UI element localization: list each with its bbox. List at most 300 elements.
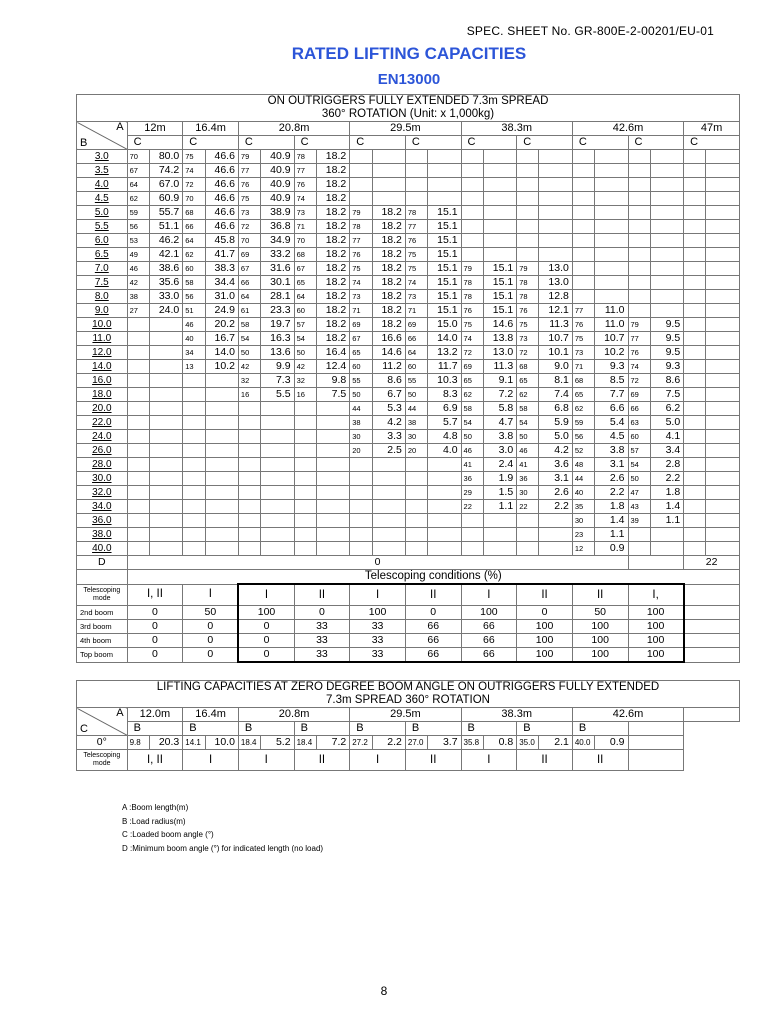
radius-cell: 26.0 <box>77 444 128 458</box>
angle-cell: 64 <box>238 290 260 304</box>
boom-value: 0 <box>127 648 183 663</box>
capacity-cell: 9.3 <box>595 360 628 374</box>
radius-col-header: B <box>183 722 239 736</box>
angle-cell: 71 <box>572 360 594 374</box>
capacity-cell: 30.1 <box>261 276 294 290</box>
angle-cell: 67 <box>294 262 316 276</box>
capacity-cell: 31.0 <box>205 290 238 304</box>
capacity-cell <box>261 444 294 458</box>
angle-cell: 71 <box>350 304 372 318</box>
radius-cell: 8.0 <box>77 290 128 304</box>
capacity-cell: 10.1 <box>539 346 572 360</box>
angle-cell <box>684 542 706 556</box>
angle-cell <box>684 276 706 290</box>
angle-cell: 74 <box>183 164 205 178</box>
angle-cell: 72 <box>517 346 539 360</box>
zero-capacity-cell: 3.7 <box>428 736 461 750</box>
angle-cell <box>183 430 205 444</box>
angle-cell <box>684 500 706 514</box>
capacity-cell: 40.9 <box>261 150 294 164</box>
capacity-cell: 24.9 <box>205 304 238 318</box>
angle-cell <box>350 542 372 556</box>
angle-cell <box>628 234 650 248</box>
table-row <box>77 318 740 332</box>
capacity-cell <box>595 164 628 178</box>
telescoping-mode: I <box>183 584 239 606</box>
capacity-cell <box>650 248 683 262</box>
angle-cell: 41 <box>517 458 539 472</box>
zero-telescoping-mode: II <box>517 750 573 771</box>
boom-length: 20.8m <box>238 122 349 136</box>
capacity-cell: 4.7 <box>483 416 516 430</box>
capacity-cell <box>372 458 405 472</box>
angle-col-header: C <box>405 136 461 150</box>
angle-cell <box>628 262 650 276</box>
label-d-cell: D <box>77 556 128 570</box>
capacity-cell: 2.6 <box>595 472 628 486</box>
zero-telescoping-mode: I, II <box>127 750 183 771</box>
angle-cell <box>350 178 372 192</box>
angle-cell: 55 <box>350 374 372 388</box>
zero-capacity-cell: 0.8 <box>483 736 516 750</box>
capacity-cell: 31.6 <box>261 262 294 276</box>
capacity-cell: 4.8 <box>428 430 461 444</box>
table-row <box>77 178 740 192</box>
capacity-cell: 13.8 <box>483 332 516 346</box>
angle-cell: 78 <box>461 276 483 290</box>
angle-cell: 71 <box>405 304 427 318</box>
capacity-cell <box>205 444 238 458</box>
boom-value: 100 <box>517 620 573 634</box>
capacity-cell <box>205 388 238 402</box>
angle-cell: 27 <box>127 304 149 318</box>
angle-cell <box>461 178 483 192</box>
capacity-cell <box>595 276 628 290</box>
capacity-cell: 46.6 <box>205 164 238 178</box>
capacity-cell: 40.9 <box>261 178 294 192</box>
angle-cell: 76 <box>517 304 539 318</box>
label-a: A <box>116 121 124 133</box>
capacity-cell: 6.8 <box>539 402 572 416</box>
angle-cell <box>684 360 706 374</box>
capacity-cell: 60.9 <box>149 192 182 206</box>
zero-radius-cell: 27.0 <box>405 736 427 750</box>
angle-col-header: C <box>350 136 406 150</box>
angle-cell <box>127 528 149 542</box>
radius-col-header: B <box>350 722 406 736</box>
angle-cell <box>294 486 316 500</box>
angle-cell: 73 <box>405 290 427 304</box>
capacity-cell <box>261 416 294 430</box>
capacity-cell: 16.3 <box>261 332 294 346</box>
angle-cell <box>572 276 594 290</box>
capacity-cell: 15.1 <box>428 206 461 220</box>
angle-cell: 30 <box>405 430 427 444</box>
capacity-cell <box>706 332 740 346</box>
radius-cell: 14.0 <box>77 360 128 374</box>
capacity-cell <box>595 206 628 220</box>
angle-cell: 44 <box>572 472 594 486</box>
angle-cell <box>572 164 594 178</box>
radius-cell: 28.0 <box>77 458 128 472</box>
capacity-cell: 3.6 <box>539 458 572 472</box>
angle-cell: 40 <box>572 486 594 500</box>
angle-cell: 77 <box>294 164 316 178</box>
table-row <box>77 192 740 206</box>
capacity-cell <box>316 416 349 430</box>
angle-cell: 71 <box>294 220 316 234</box>
capacity-cell <box>149 528 182 542</box>
capacity-cell <box>595 192 628 206</box>
capacity-cell <box>149 318 182 332</box>
angle-cell <box>238 486 260 500</box>
angle-cell <box>127 360 149 374</box>
angle-cell: 77 <box>350 234 372 248</box>
table-row <box>77 290 740 304</box>
angle-cell: 73 <box>350 290 372 304</box>
angle-cell: 44 <box>350 402 372 416</box>
capacity-cell <box>205 416 238 430</box>
angle-cell: 50 <box>238 346 260 360</box>
capacity-cell: 9.5 <box>650 332 683 346</box>
capacity-cell: 18.2 <box>316 178 349 192</box>
capacity-cell: 40.9 <box>261 192 294 206</box>
zero-radius-cell: 35.0 <box>517 736 539 750</box>
angle-cell: 58 <box>517 402 539 416</box>
angle-cell: 23 <box>572 528 594 542</box>
angle-cell <box>628 164 650 178</box>
angle-cell <box>684 388 706 402</box>
angle-cell: 75 <box>405 248 427 262</box>
capacity-cell <box>539 192 572 206</box>
angle-cell <box>572 192 594 206</box>
angle-cell: 73 <box>238 206 260 220</box>
angle-cell: 62 <box>461 388 483 402</box>
radius-cell: 5.0 <box>77 206 128 220</box>
angle-cell: 64 <box>127 178 149 192</box>
zero-capacity-cell: 0.9 <box>595 736 628 750</box>
angle-cell <box>461 164 483 178</box>
angle-cell <box>127 500 149 514</box>
angle-cell <box>684 248 706 262</box>
capacity-cell: 10.3 <box>428 374 461 388</box>
capacity-cell <box>650 276 683 290</box>
capacity-cell: 2.8 <box>650 458 683 472</box>
capacity-cell <box>316 528 349 542</box>
angle-cell <box>517 178 539 192</box>
angle-cell: 62 <box>183 248 205 262</box>
radius-col-header: B <box>238 722 294 736</box>
capacity-cell: 33.0 <box>149 290 182 304</box>
radius-cell: 5.5 <box>77 220 128 234</box>
capacity-cell <box>595 234 628 248</box>
capacity-cell <box>149 542 182 556</box>
boom-blank-end <box>684 648 740 663</box>
boom-value: 0 <box>183 634 239 648</box>
angle-cell: 32 <box>294 374 316 388</box>
capacity-cell <box>372 472 405 486</box>
angle-cell: 78 <box>405 206 427 220</box>
capacity-cell: 6.9 <box>428 402 461 416</box>
angle-cell: 59 <box>127 206 149 220</box>
angle-cell <box>127 374 149 388</box>
capacity-cell: 2.2 <box>650 472 683 486</box>
angle-cell <box>405 472 427 486</box>
capacity-cell: 18.2 <box>316 332 349 346</box>
angle-cell: 70 <box>238 234 260 248</box>
angle-cell: 43 <box>628 500 650 514</box>
capacity-cell: 18.2 <box>372 206 405 220</box>
angle-cell: 57 <box>628 444 650 458</box>
capacity-cell <box>149 486 182 500</box>
angle-cell: 20 <box>405 444 427 458</box>
table-row <box>77 500 740 514</box>
capacity-cell: 13.0 <box>539 276 572 290</box>
angle-cell: 76 <box>461 304 483 318</box>
capacity-cell <box>428 486 461 500</box>
angle-cell <box>461 234 483 248</box>
angle-cell: 30 <box>517 486 539 500</box>
table-row <box>77 416 740 430</box>
angle-cell: 22 <box>517 500 539 514</box>
table-row <box>77 486 740 500</box>
angle-cell <box>628 304 650 318</box>
boom-value: 33 <box>350 634 406 648</box>
capacity-cell <box>316 458 349 472</box>
angle-cell: 62 <box>572 402 594 416</box>
angle-cell <box>238 430 260 444</box>
angle-cell <box>183 444 205 458</box>
capacity-cell: 67.0 <box>149 178 182 192</box>
capacity-cell <box>149 472 182 486</box>
radius-cell: 22.0 <box>77 416 128 430</box>
angle-cell: 46 <box>517 444 539 458</box>
radius-col-header: B <box>461 722 517 736</box>
angle-cell <box>572 150 594 164</box>
capacity-cell: 18.2 <box>372 304 405 318</box>
capacity-cell: 5.9 <box>539 416 572 430</box>
capacity-cell: 13.0 <box>539 262 572 276</box>
capacity-cell <box>428 542 461 556</box>
capacity-cell: 6.7 <box>372 388 405 402</box>
zero-boom-length: 42.6m <box>572 708 683 722</box>
angle-cell: 22 <box>461 500 483 514</box>
capacity-cell: 10.7 <box>539 332 572 346</box>
zero-boom-length: 20.8m <box>238 708 349 722</box>
capacity-cell: 15.1 <box>428 234 461 248</box>
capacity-cell <box>372 150 405 164</box>
capacity-cell <box>650 262 683 276</box>
angle-cell: 77 <box>238 164 260 178</box>
angle-cell: 67 <box>238 262 260 276</box>
angle-cell: 34 <box>183 346 205 360</box>
note-c: C :Loaded boom angle (°) <box>122 830 214 839</box>
table-row <box>77 374 740 388</box>
capacity-cell: 7.7 <box>595 388 628 402</box>
capacity-cell: 11.2 <box>372 360 405 374</box>
angle-cell: 65 <box>461 374 483 388</box>
angle-cell: 74 <box>628 360 650 374</box>
capacity-cell: 18.2 <box>316 164 349 178</box>
boom-value: 100 <box>572 634 628 648</box>
angle-cell: 74 <box>294 192 316 206</box>
angle-cell: 46 <box>127 262 149 276</box>
capacity-cell: 11.0 <box>595 304 628 318</box>
boom-blank-end <box>684 634 740 648</box>
boom-value: 66 <box>405 634 461 648</box>
angle-cell: 78 <box>294 150 316 164</box>
angle-cell <box>572 234 594 248</box>
capacity-cell <box>706 472 740 486</box>
capacity-cell <box>706 514 740 528</box>
table-row <box>77 262 740 276</box>
capacity-cell: 15.1 <box>483 290 516 304</box>
capacity-cell <box>706 220 740 234</box>
page-number: 8 <box>380 984 388 998</box>
capacity-cell <box>650 542 683 556</box>
capacity-cell <box>595 178 628 192</box>
capacity-cell <box>650 234 683 248</box>
capacity-cell: 7.5 <box>316 388 349 402</box>
boom-value: 100 <box>238 606 294 620</box>
table-row <box>77 430 740 444</box>
angle-cell <box>684 514 706 528</box>
angle-cell <box>572 178 594 192</box>
angle-cell: 35 <box>572 500 594 514</box>
capacity-cell: 7.2 <box>483 388 516 402</box>
angle-cell <box>684 262 706 276</box>
capacity-cell: 8.6 <box>650 374 683 388</box>
angle-cell <box>238 514 260 528</box>
angle-cell: 40 <box>183 332 205 346</box>
angle-cell: 60 <box>628 430 650 444</box>
capacity-cell: 18.2 <box>316 192 349 206</box>
capacity-cell <box>372 528 405 542</box>
capacity-cell <box>706 542 740 556</box>
radius-cell: 20.0 <box>77 402 128 416</box>
angle-cell: 62 <box>517 388 539 402</box>
angle-cell: 72 <box>183 178 205 192</box>
angle-cell <box>517 542 539 556</box>
angle-cell: 72 <box>461 346 483 360</box>
capacity-cell <box>428 150 461 164</box>
angle-cell: 66 <box>405 332 427 346</box>
angle-cell: 74 <box>350 276 372 290</box>
capacity-cell: 10.2 <box>595 346 628 360</box>
capacity-cell <box>483 514 516 528</box>
angle-cell <box>461 220 483 234</box>
capacity-cell: 15.1 <box>428 276 461 290</box>
angle-cell: 62 <box>127 192 149 206</box>
capacity-cell <box>706 304 740 318</box>
zero-radius-cell: 18.4 <box>238 736 260 750</box>
capacity-cell: 7.4 <box>539 388 572 402</box>
angle-cell: 42 <box>127 276 149 290</box>
angle-col-header: C <box>461 136 517 150</box>
capacity-cell: 9.8 <box>316 374 349 388</box>
capacity-cell <box>483 164 516 178</box>
angle-cell <box>183 500 205 514</box>
angle-cell: 50 <box>461 430 483 444</box>
capacity-cell: 18.2 <box>316 206 349 220</box>
capacity-cell: 1.1 <box>650 514 683 528</box>
capacity-cell: 15.1 <box>428 262 461 276</box>
boom-label: Top boom <box>77 648 128 663</box>
angle-cell: 51 <box>183 304 205 318</box>
zero-radius-cell: 35.8 <box>461 736 483 750</box>
capacity-cell <box>428 472 461 486</box>
telescoping-mode: I <box>461 584 517 606</box>
capacity-cell <box>539 248 572 262</box>
capacity-cell: 1.8 <box>650 486 683 500</box>
table-header <box>77 95 740 122</box>
table-row <box>77 332 740 346</box>
angle-cell <box>628 178 650 192</box>
angle-cell: 61 <box>238 304 260 318</box>
capacity-cell <box>706 318 740 332</box>
boom-value: 0 <box>294 606 350 620</box>
label-b: B <box>80 137 88 149</box>
table-row <box>77 360 740 374</box>
angle-cell <box>294 500 316 514</box>
boom-value: 100 <box>572 648 628 663</box>
angle-cell <box>183 402 205 416</box>
angle-cell <box>127 388 149 402</box>
capacity-cell: 18.2 <box>372 220 405 234</box>
angle-cell: 42 <box>238 360 260 374</box>
radius-cell: 7.0 <box>77 262 128 276</box>
capacity-cell <box>316 472 349 486</box>
boom-row <box>77 648 740 663</box>
telescoping-mode: II <box>294 584 350 606</box>
angle-cell: 76 <box>238 178 260 192</box>
capacity-cell: 4.2 <box>539 444 572 458</box>
capacity-cell: 18.2 <box>316 290 349 304</box>
angle-cell <box>127 402 149 416</box>
capacity-cell: 38.9 <box>261 206 294 220</box>
angle-cell <box>572 262 594 276</box>
angle-cell <box>684 206 706 220</box>
angle-cell <box>517 220 539 234</box>
zero-header-line-1: LIFTING CAPACITIES AT ZERO DEGREE BOOM ANGLE ON OUTRIGGERS FULLY EXTENDED <box>156 681 660 693</box>
angle-cell <box>684 486 706 500</box>
capacity-cell <box>650 290 683 304</box>
capacity-cell: 15.1 <box>428 248 461 262</box>
angle-cell: 77 <box>572 304 594 318</box>
angle-cell <box>350 164 372 178</box>
capacity-cell: 2.5 <box>372 444 405 458</box>
capacity-cell: 15.1 <box>483 276 516 290</box>
angle-cell <box>405 486 427 500</box>
zero-blank-col-2 <box>628 722 684 736</box>
angle-cell <box>238 444 260 458</box>
capacity-cell <box>205 500 238 514</box>
boom-length: 12m <box>127 122 183 136</box>
radius-cell: 9.0 <box>77 304 128 318</box>
angle-cell: 75 <box>461 318 483 332</box>
capacity-cell: 12.8 <box>539 290 572 304</box>
capacity-cell <box>372 164 405 178</box>
capacity-cell <box>483 542 516 556</box>
angle-cell: 75 <box>350 262 372 276</box>
angle-cell <box>183 458 205 472</box>
zero-capacity-cell: 7.2 <box>316 736 349 750</box>
radius-cell: 10.0 <box>77 318 128 332</box>
angle-cell: 50 <box>628 472 650 486</box>
capacity-cell <box>316 500 349 514</box>
angle-cell: 64 <box>183 234 205 248</box>
table-row <box>77 402 740 416</box>
